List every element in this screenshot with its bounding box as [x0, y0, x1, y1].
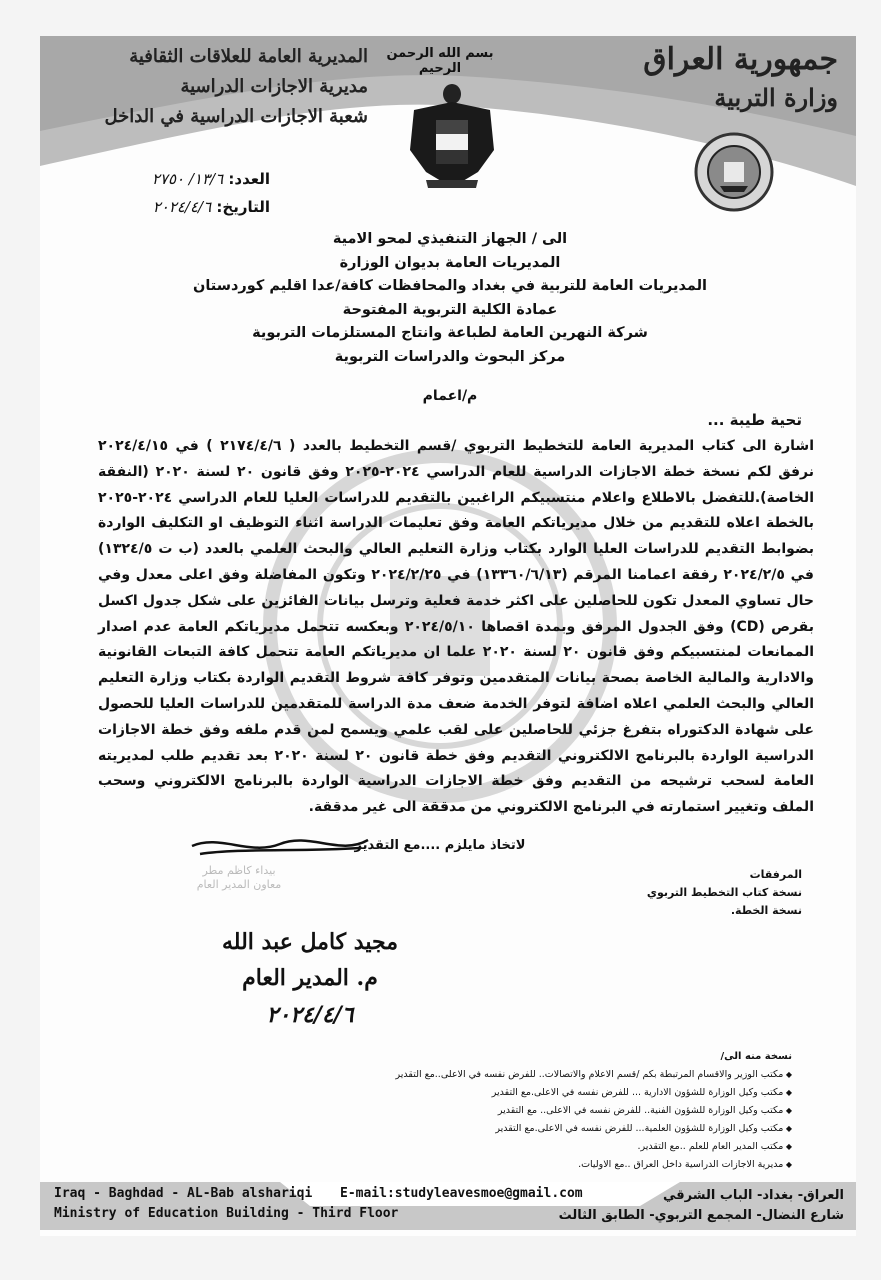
- reference-number: [70, 170, 270, 188]
- greeting: تحية طيبة ...: [707, 411, 802, 429]
- closing-line: لاتخاذ مايلزم ....مع التقدير: [354, 838, 526, 853]
- ministry-name: وزارة التربية: [714, 83, 838, 112]
- footer-address-en: Iraq - Baghdad - AL-Bab alshariqi: [54, 1186, 313, 1201]
- signer-name: مجيد كامل عبد الله: [222, 929, 398, 955]
- footer-building-en: Ministry of Education Building - Third Floor: [54, 1206, 399, 1221]
- addressee-line: الى / الجهاز التنفيذي لمحو الامية: [332, 231, 568, 247]
- country-ministry-heading: [643, 42, 838, 112]
- directorate-line: مديرية الاجازات الدراسية: [180, 76, 368, 97]
- copy-item: ◆ مكتب الوزير والاقسام المرتبطة بكم /قسم الاعلام والاتصالات.. للفرض نفسه في الاعلى..مع التقدير: [292, 1066, 792, 1084]
- copy-item: ◆ مكتب وكيل الوزارة للشؤون العلمية... للفرض نفسه في الاعلى.مع التقدير: [292, 1120, 792, 1138]
- directorate-heading: [68, 42, 368, 132]
- letter-page: [40, 36, 856, 1236]
- footer-building-ar: شارع النضال- المجمع التربوي- الطابق الثالث: [558, 1208, 844, 1223]
- copy-item: ◆ مكتب وكيل الوزارة للشؤون الادارية ... للفرض نفسه في الاعلى.مع التقدير: [292, 1084, 792, 1102]
- faint-stamp-line: بيداء كاظم مطر: [202, 864, 276, 877]
- eagle-emblem-icon: [406, 80, 498, 190]
- addressee-line: المديريات العامة للتربية في بغداد والمحافظات كافة/عدا اقليم كوردستان: [192, 278, 708, 294]
- addressee-line: شركة النهرين العامة لطباعة وانتاج المستلزمات التربوية: [252, 325, 648, 341]
- letter-body: اشارة الى كتاب المديرية العامة للتخطيط التربوي /قسم التخطيط بالعدد ( ٢١٧٤/٤/٦ ) في ٢٠٢٤/٤/١٥ نرفق لكم نسخة خطة الاجازات الدراسية للعام الدراسي ٢٠٢٤-٢٠٢٥ وفق قانون ٢٠ لسنة ٢٠٢٠ (النفقة الخاصة).للتفضل بالاطلاع واعلام منتسبيكم الراغبين بالتقديم للدراسات العليا للعام الدراسي ٢٠٢٤-٢٠٢٥ بالخطة اعلاه للتقديم من خلال مديرياتكم العامة وفق تعليمات الدراسة اثناء التوظيف او التكليف الواردة بضوابط التقديم للدراسات العليا الوارد بكتاب وزارة التعليم العالي والبحث العلمي بالعدد (ب ت ١٣٢٤/٥) في ٢٠٢٤/٢/٥ رفقة اعمامنا المرقم (١٣٣٦٠/٦/١٣) في ٢٠٢٤/٢/٢٥ وتكون المفاضلة وفق اعلى معدل وفي حال تساوي المعدل تكون للحاصلين على اكثر خدمة فعلية وترسل بيانات الفائزين على شكل جدول اكسل بقرص (CD) وفق الجدول المرفق وبمدة اقصاها ٢٠٢٤/٥/١٠ وبعكسه تتحمل مديرياتكم العامة عدم اصدار الممانعات لمنتسبيكم وفق قانون ٢٠ لسنة ٢٠٢٠ علما ان مديرياتكم العامة تتحمل كافة التبعات القانونية والادارية والمالية الخاصة بصحة بيانات المتقدمين وتوفر كافة شروط التقديم الواردة بكتاب وزارة التعليم العالي والبحث العلمي اعلاه اضافة لتوفر الخدمة ضعف مدة الدراسة للمتقدمين للدراسات العليا للحصول على شهادة الدكتوراه بتفرغ جزئي للحاصلين على لقب علمي ويسمح لمن قدم ملفه وفق خطة الاجازات الدراسية الواردة بالبرنامج الالكتروني التقديم وفق خطة قانون ٢٠ لسنة ٢٠٢٠ بعد تقديم طلب لمديريته العامة لسحب ترشيحه من التقديم وفق خطة الاجازات الدراسية الواردة بالبرنامج الالكتروني وسحب الملف وتغيير استمارته في البرنامج الالكتروني من مدققة الى غير مدققة.: [98, 438, 814, 816]
- attachments-label: المرفقات: [749, 868, 802, 881]
- footer-address-ar: العراق- بغداد- الباب الشرقي: [663, 1188, 844, 1203]
- basmala: بسم الله الرحمن الرحيم: [386, 46, 494, 76]
- faint-signature-stamp: [164, 864, 314, 892]
- footer: [40, 1182, 856, 1230]
- copy-item: ◆ مديرية الاجازات الدراسية داخل العراق ..مع الاوليات.: [292, 1156, 792, 1174]
- attachment-item: نسخة الخطة.: [730, 904, 802, 917]
- footer-email: E-mail:studyleavesmoe@gmail.com: [340, 1186, 583, 1201]
- addressee-block: [140, 228, 760, 369]
- country-name: جمهورية العراق: [643, 42, 838, 77]
- addressee-line: مركز البحوث والدراسات التربوية: [334, 348, 566, 365]
- attachment-item: نسخة كتاب التخطيط التربوي: [646, 886, 802, 899]
- attachments-block: [647, 866, 802, 920]
- number-value: ١٣/٦/ ٢٧٥٠: [151, 170, 224, 188]
- directorate-line: شعبة الاجازات الدراسية في الداخل: [104, 106, 368, 127]
- number-label: العدد:: [228, 170, 270, 188]
- copies-label: نسخة منه الى/: [720, 1051, 792, 1062]
- ministry-seal-icon: [694, 132, 774, 212]
- subject-reference: م/اعمام: [422, 388, 478, 404]
- signature-block: [210, 924, 410, 1034]
- addressee-line: المديريات العامة بديوان الوزارة: [339, 254, 561, 271]
- addressee-line: عمادة الكلية التربوية المفتوحة: [342, 301, 558, 318]
- copies-block: [292, 1048, 792, 1174]
- signer-title: م. المدير العام: [242, 965, 378, 991]
- date-label: التاريخ:: [216, 198, 270, 216]
- directorate-line: المديرية العامة للعلاقات الثقافية: [129, 46, 368, 67]
- date-value: ٢٠٢٤/٤/٦: [152, 198, 212, 216]
- faint-stamp-line: معاون المدير العام: [196, 878, 282, 891]
- copy-item: ◆ مكتب وكيل الوزارة للشؤون الفنية.. للفرض نفسه في الاعلى.. مع التقدير: [292, 1102, 792, 1120]
- copy-item: ◆ مكتب المدير العام للعلم ..مع التقدير.: [292, 1138, 792, 1156]
- signature-date: ٢٠٢٤/٤/٦: [266, 1002, 354, 1028]
- reference-date: [70, 198, 270, 216]
